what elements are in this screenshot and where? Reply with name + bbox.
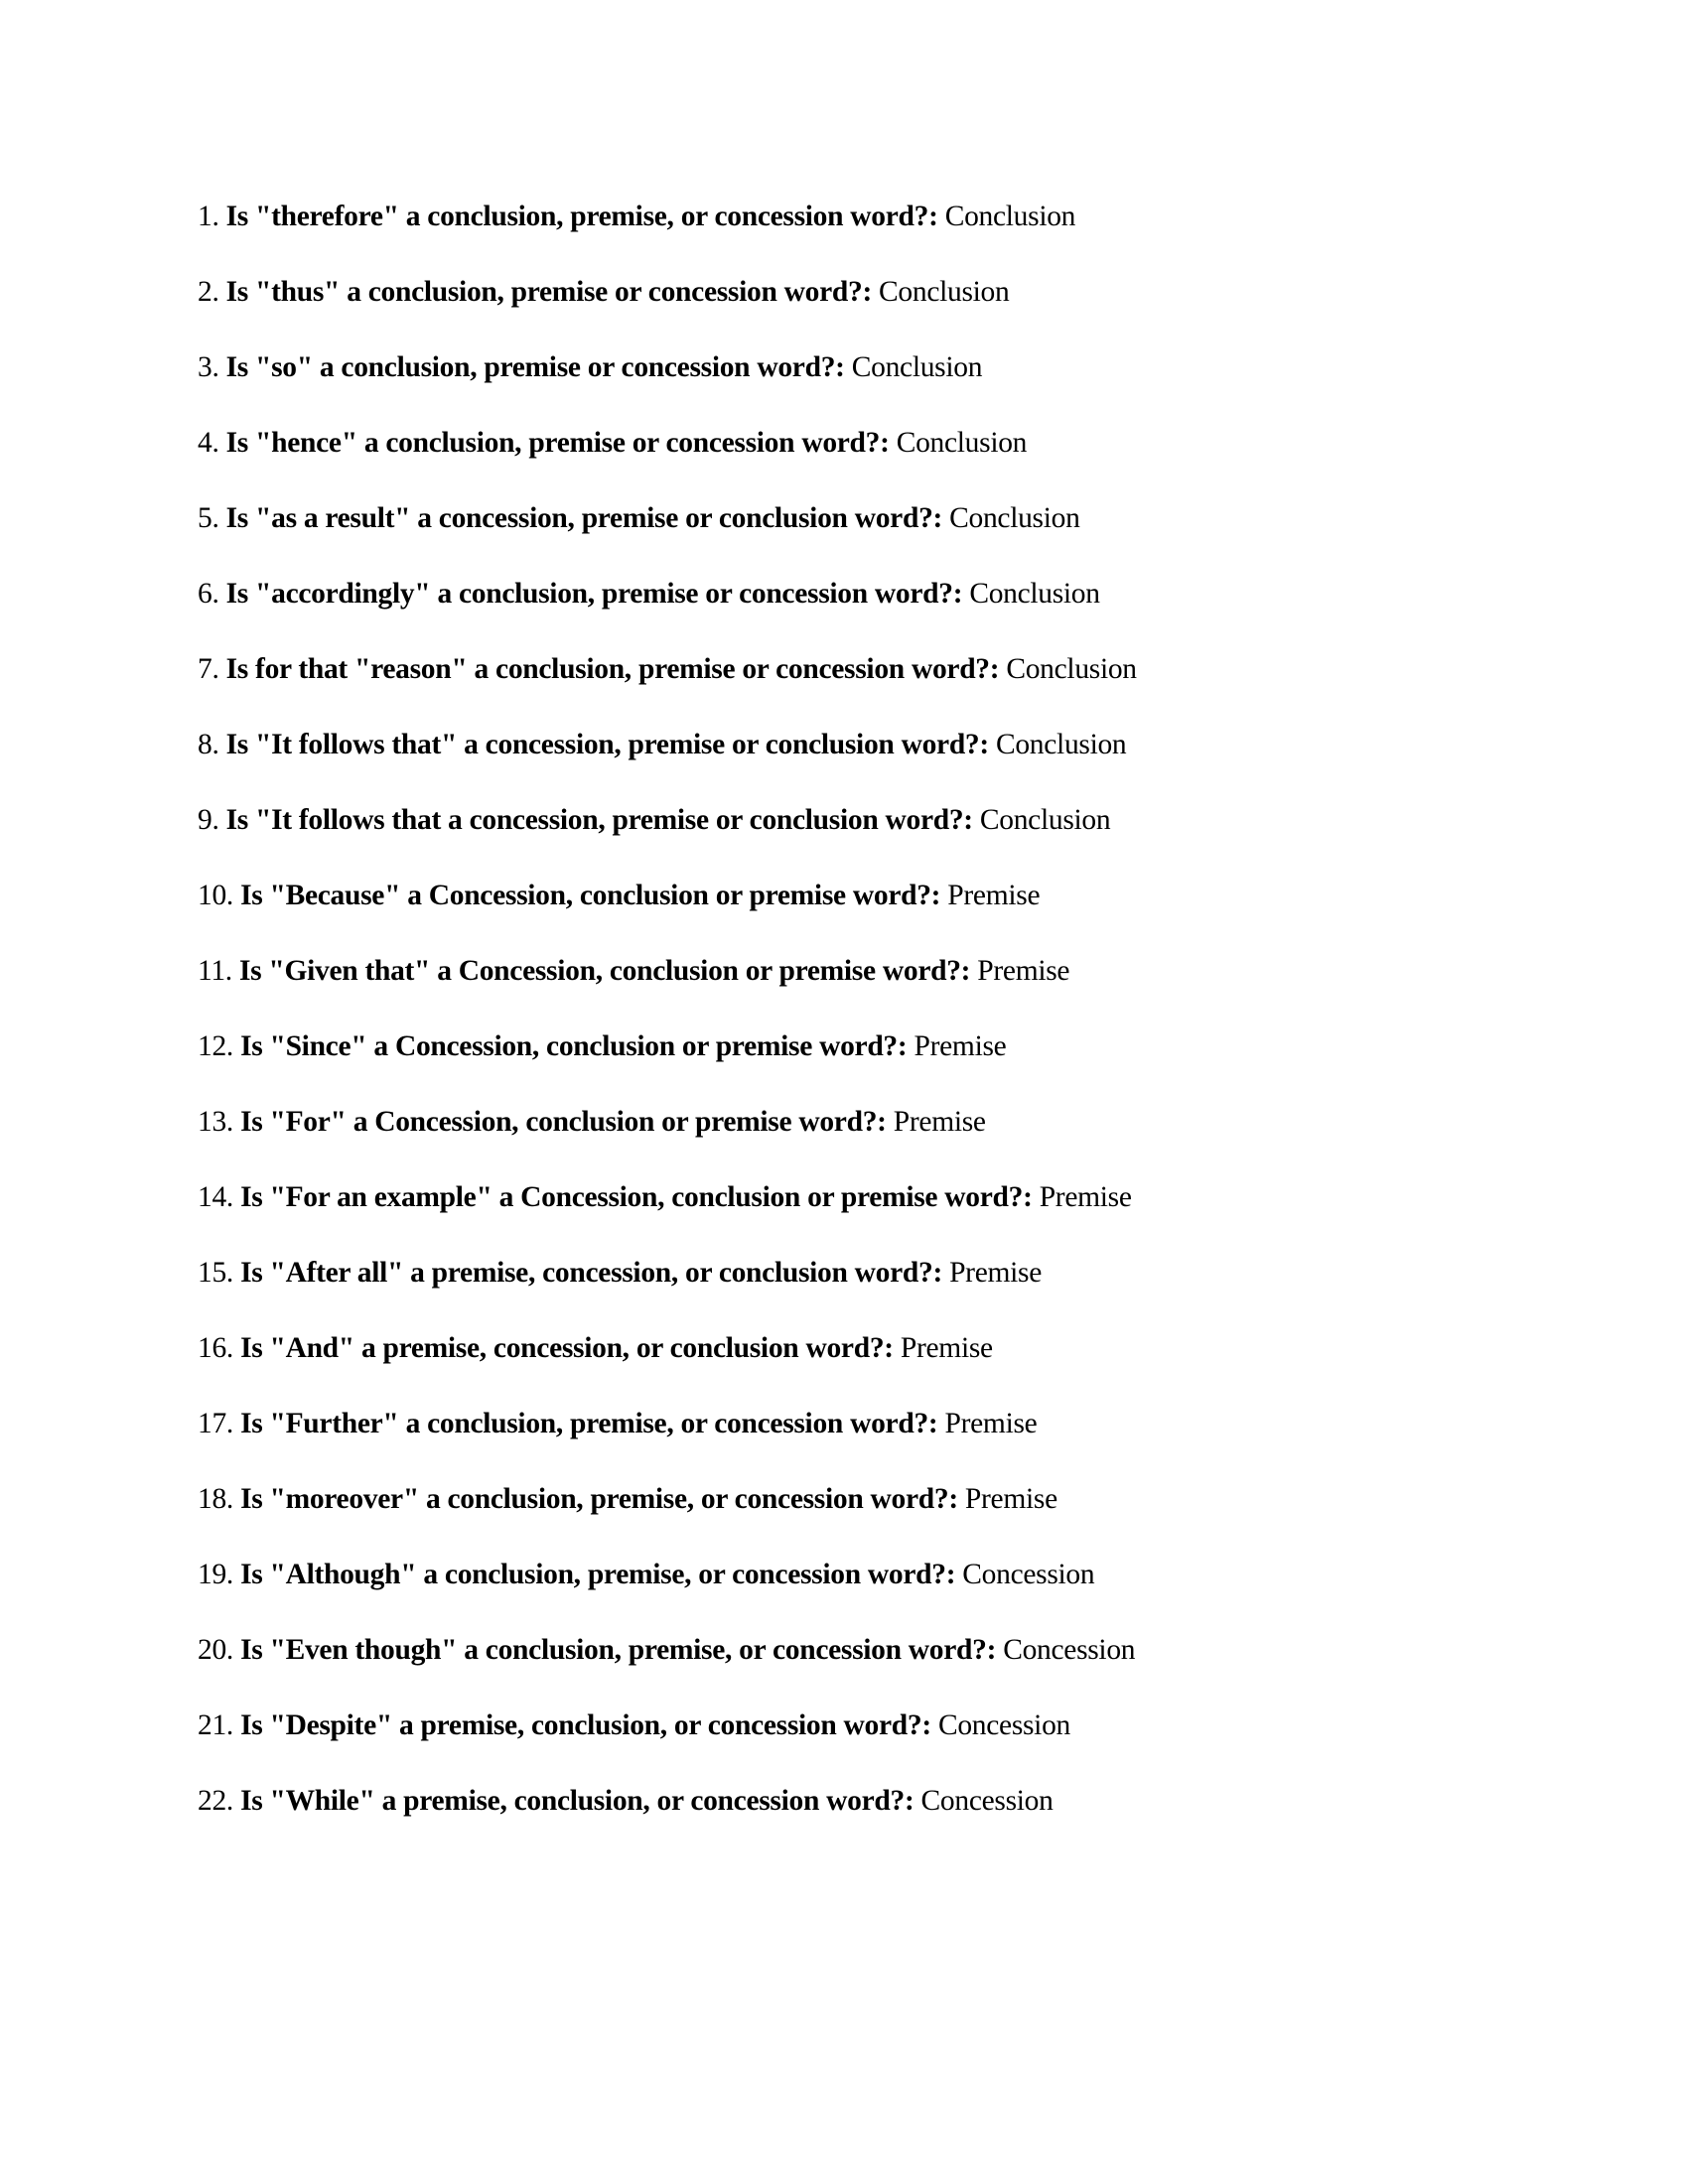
item-answer: Premise <box>947 880 1041 911</box>
item-number: 22. <box>198 1785 233 1817</box>
item-question: Is "While" a premise, conclusion, or concession word?: <box>240 1785 914 1817</box>
list-item <box>198 1780 1137 1855</box>
item-answer: Conclusion <box>896 427 1028 459</box>
item-question: Is "Although" a conclusion, premise, or concession word?: <box>240 1559 956 1590</box>
item-answer: Premise <box>900 1332 993 1364</box>
item-number: 17. <box>198 1408 233 1439</box>
item-number: 7. <box>198 653 219 685</box>
list-item <box>198 271 1137 346</box>
list-item <box>198 950 1137 1025</box>
item-number: 16. <box>198 1332 233 1364</box>
item-number: 3. <box>198 351 219 383</box>
list-item <box>198 422 1137 497</box>
list-item <box>198 1327 1137 1403</box>
list-item <box>198 1403 1137 1478</box>
list-item <box>198 346 1137 422</box>
item-number: 5. <box>198 502 219 534</box>
item-answer: Premise <box>914 1030 1007 1062</box>
item-answer: Premise <box>893 1106 986 1138</box>
item-answer: Premise <box>964 1483 1057 1515</box>
item-number: 12. <box>198 1030 233 1062</box>
list-item <box>198 1025 1137 1101</box>
item-question: Is "After all" a premise, concession, or conclusion word?: <box>240 1257 942 1289</box>
item-question: Is "moreover" a conclusion, premise, or concession word?: <box>240 1483 958 1515</box>
item-number: 10. <box>198 880 233 911</box>
item-number: 13. <box>198 1106 233 1138</box>
item-answer: Conclusion <box>969 578 1100 610</box>
question-answer-list <box>198 196 1137 1855</box>
list-item <box>198 875 1137 950</box>
list-item <box>198 1705 1137 1780</box>
item-answer: Premise <box>949 1257 1043 1289</box>
item-answer: Conclusion <box>979 804 1111 836</box>
item-question: Is "as a result" a concession, premise or conclusion word?: <box>225 502 943 534</box>
list-item <box>198 1554 1137 1629</box>
item-answer: Conclusion <box>944 201 1076 232</box>
item-number: 19. <box>198 1559 233 1590</box>
item-answer: Conclusion <box>1006 653 1137 685</box>
item-number: 8. <box>198 729 219 760</box>
item-question: Is "so" a conclusion, premise or concession word?: <box>225 351 845 383</box>
list-item <box>198 1629 1137 1705</box>
item-number: 14. <box>198 1181 233 1213</box>
item-answer: Concession <box>1003 1634 1136 1666</box>
item-question: Is "It follows that" a concession, premise or conclusion word?: <box>225 729 989 760</box>
item-number: 11. <box>198 955 232 987</box>
item-number: 18. <box>198 1483 233 1515</box>
list-item <box>198 799 1137 875</box>
item-question: Is "For an example" a Concession, conclusion or premise word?: <box>240 1181 1033 1213</box>
item-number: 4. <box>198 427 219 459</box>
item-answer: Premise <box>977 955 1070 987</box>
item-number: 6. <box>198 578 219 610</box>
item-question: Is "hence" a conclusion, premise or concession word?: <box>225 427 890 459</box>
item-answer: Conclusion <box>949 502 1080 534</box>
item-number: 9. <box>198 804 219 836</box>
list-item <box>198 196 1137 271</box>
list-item <box>198 1101 1137 1176</box>
list-item <box>198 1252 1137 1327</box>
item-question: Is "therefore" a conclusion, premise, or concession word?: <box>225 201 938 232</box>
item-answer: Premise <box>1039 1181 1132 1213</box>
item-answer: Conclusion <box>879 276 1010 308</box>
item-answer: Concession <box>937 1709 1070 1741</box>
item-number: 2. <box>198 276 219 308</box>
item-question: Is "It follows that a concession, premise or conclusion word?: <box>225 804 973 836</box>
item-question: Is "Given that" a Concession, conclusion or premise word?: <box>238 955 971 987</box>
item-number: 1. <box>198 201 219 232</box>
item-question: Is "Even though" a conclusion, premise, or concession word?: <box>240 1634 997 1666</box>
item-answer: Concession <box>962 1559 1095 1590</box>
list-item <box>198 497 1137 573</box>
item-question: Is "accordingly" a conclusion, premise or concession word?: <box>225 578 963 610</box>
item-question: Is "Since" a Concession, conclusion or premise word?: <box>240 1030 908 1062</box>
item-answer: Premise <box>944 1408 1038 1439</box>
item-number: 20. <box>198 1634 233 1666</box>
item-answer: Concession <box>920 1785 1054 1817</box>
item-question: Is "Because" a Concession, conclusion or premise word?: <box>240 880 941 911</box>
item-question: Is "thus" a conclusion, premise or concession word?: <box>225 276 872 308</box>
item-answer: Conclusion <box>851 351 983 383</box>
list-item <box>198 1176 1137 1252</box>
list-item <box>198 1478 1137 1554</box>
item-question: Is "Despite" a premise, conclusion, or concession word?: <box>240 1709 931 1741</box>
item-number: 21. <box>198 1709 233 1741</box>
list-item <box>198 573 1137 648</box>
list-item <box>198 724 1137 799</box>
item-answer: Conclusion <box>995 729 1127 760</box>
item-number: 15. <box>198 1257 233 1289</box>
list-item <box>198 648 1137 724</box>
item-question: Is for that "reason" a conclusion, premise or concession word?: <box>225 653 1000 685</box>
item-question: Is "And" a premise, concession, or conclusion word?: <box>240 1332 894 1364</box>
item-question: Is "Further" a conclusion, premise, or concession word?: <box>240 1408 938 1439</box>
item-question: Is "For" a Concession, conclusion or premise word?: <box>240 1106 887 1138</box>
